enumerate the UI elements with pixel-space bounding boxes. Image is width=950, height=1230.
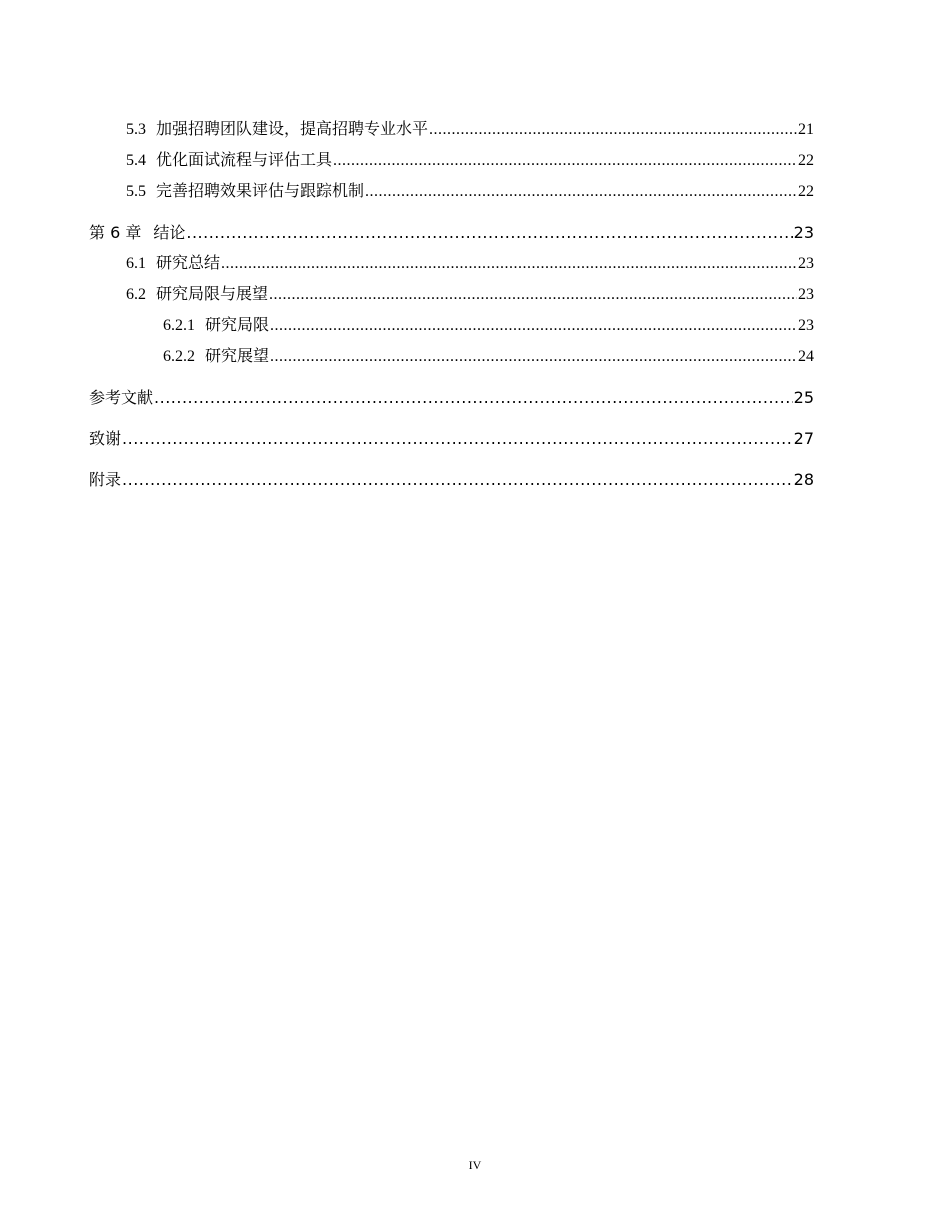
- toc-entry-title: 研究总结: [156, 255, 221, 272]
- toc-entry-page: 23: [798, 317, 814, 334]
- toc-leader-dots: [270, 310, 797, 341]
- toc-leader-dots: [122, 423, 793, 454]
- toc-entry-page: 27: [793, 429, 814, 448]
- toc-entry-title: 研究局限: [205, 317, 270, 334]
- toc-entry-6-1[interactable]: [89, 248, 814, 279]
- toc-leader-dots: [333, 145, 797, 176]
- toc-entry-page: 22: [798, 152, 814, 169]
- toc-leader-dots: [186, 217, 792, 248]
- toc-entry-page: 25: [793, 388, 814, 407]
- toc-leader-dots: [269, 279, 797, 310]
- toc-leader-dots: [429, 114, 797, 145]
- toc-entry-chapter-6[interactable]: [89, 217, 814, 248]
- toc-entry-page: 28: [793, 470, 814, 489]
- toc-entry-5-5[interactable]: [89, 176, 814, 207]
- toc-entry-number: 6.2.2: [163, 348, 195, 365]
- toc-entry-6-2-2[interactable]: [89, 341, 814, 372]
- toc-entry-title: 加强招聘团队建设，提高招聘专业水平: [156, 121, 429, 138]
- toc-entry-title: 完善招聘效果评估与跟踪机制: [156, 183, 365, 200]
- table-of-contents: [89, 114, 814, 495]
- toc-entry-page: 22: [798, 183, 814, 200]
- toc-leader-dots: [154, 382, 793, 413]
- toc-entry-title: 结论: [153, 223, 186, 242]
- toc-entry-6-2[interactable]: [89, 279, 814, 310]
- toc-entry-acknowledgements[interactable]: [89, 423, 814, 454]
- toc-entry-title: 参考文献: [89, 388, 154, 407]
- toc-leader-dots: [221, 248, 797, 279]
- toc-leader-dots: [365, 176, 797, 207]
- toc-entry-page: 21: [798, 121, 814, 138]
- toc-entry-number: 第 6 章: [89, 223, 142, 242]
- toc-entry-number: 5.5: [126, 183, 146, 200]
- toc-entry-number: 6.1: [126, 255, 146, 272]
- toc-entry-5-4[interactable]: [89, 145, 814, 176]
- toc-leader-dots: [122, 464, 793, 495]
- toc-entry-title: 研究展望: [205, 348, 270, 365]
- toc-entry-page: 24: [798, 348, 814, 365]
- toc-entry-number: 6.2: [126, 286, 146, 303]
- toc-entry-title: 附录: [89, 470, 122, 489]
- toc-entry-6-2-1[interactable]: [89, 310, 814, 341]
- toc-entry-number: 5.4: [126, 152, 146, 169]
- toc-entry-appendix[interactable]: [89, 464, 814, 495]
- toc-entry-number: 6.2.1: [163, 317, 195, 334]
- toc-entry-page: 23: [798, 255, 814, 272]
- toc-entry-title: 优化面试流程与评估工具: [156, 152, 333, 169]
- toc-leader-dots: [270, 341, 797, 372]
- toc-entry-references[interactable]: [89, 382, 814, 413]
- toc-entry-page: 23: [798, 286, 814, 303]
- toc-entry-page: 23: [793, 223, 814, 242]
- toc-entry-title: 研究局限与展望: [156, 286, 269, 303]
- page-number: IV: [468, 1158, 482, 1172]
- toc-entry-title: 致谢: [89, 429, 122, 448]
- toc-entry-5-3[interactable]: [89, 114, 814, 145]
- toc-entry-number: 5.3: [126, 121, 146, 138]
